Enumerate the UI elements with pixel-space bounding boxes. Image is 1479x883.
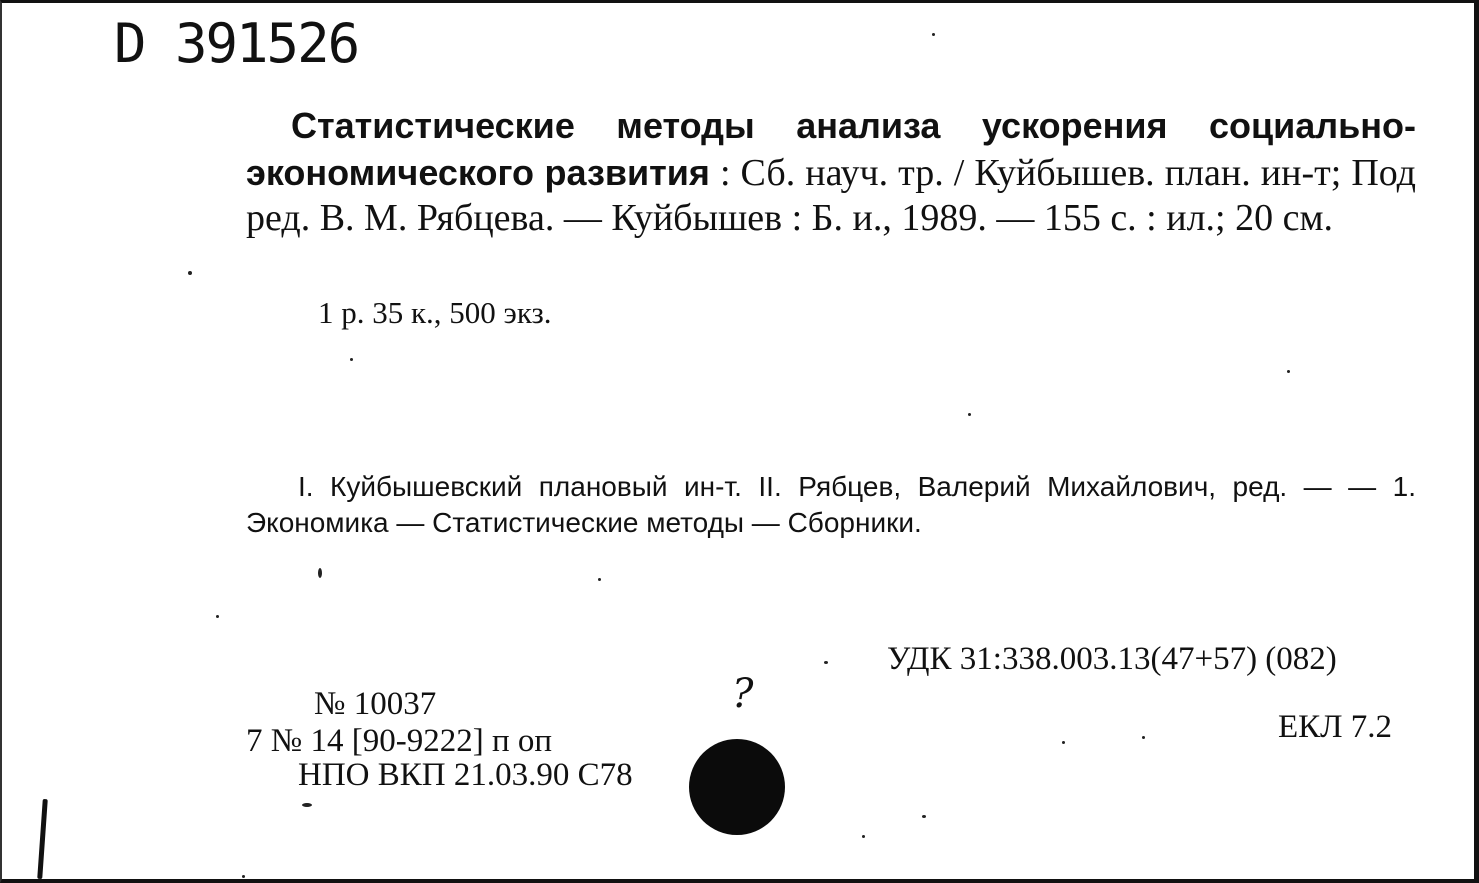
dust-speck [350,358,353,361]
dust-speck [302,803,312,807]
dust-speck [932,33,935,36]
dust-speck [1287,370,1290,373]
dust-speck [922,815,926,818]
tracings: I. Куйбышевский плановый ин-т. II. Рябцев, Валерий Михайлович, ред. — — 1. Экономика — Статистические методы — Сборники. [246,471,1416,538]
dust-speck [1142,736,1145,739]
punch-hole [689,739,785,835]
inventory-line-2: 7 № 14 [90-9222] п оп [246,723,553,759]
entry-description: : Сб. науч. тр. / Куйбышев. план. ин-т; Под ред. В. М. Рябцева. — Куйбышев : Б. и., 1989. — 155 с. : ил.; 20 см. [246,151,1416,239]
dust-speck [862,835,865,838]
bibliographic-entry [246,103,1416,242]
dust-speck [598,578,601,581]
inventory-line-1: № 10037 [314,686,437,722]
dust-speck [824,661,828,664]
udk-code: УДК 31:338.003.13(47+57) (082) [887,641,1337,677]
inventory-line-3: НПО ВКП 21.03.90 С78 [298,757,633,793]
handwritten-mark: ? [732,671,754,717]
catalog-number: D 391526 [114,12,359,75]
dust-speck [318,568,322,578]
dust-speck [242,875,245,878]
ekl-code: ЕКЛ 7.2 [1278,709,1393,745]
scratch-mark [37,799,48,879]
price-line: 1 р. 35 к., 500 экз. [318,295,552,330]
dust-speck [968,413,971,416]
dust-speck [1062,741,1065,744]
dust-speck [188,271,192,275]
dust-speck [216,615,219,618]
entry-title: Статистические методы анализа ускорения социально-экономического развития [246,105,1416,193]
